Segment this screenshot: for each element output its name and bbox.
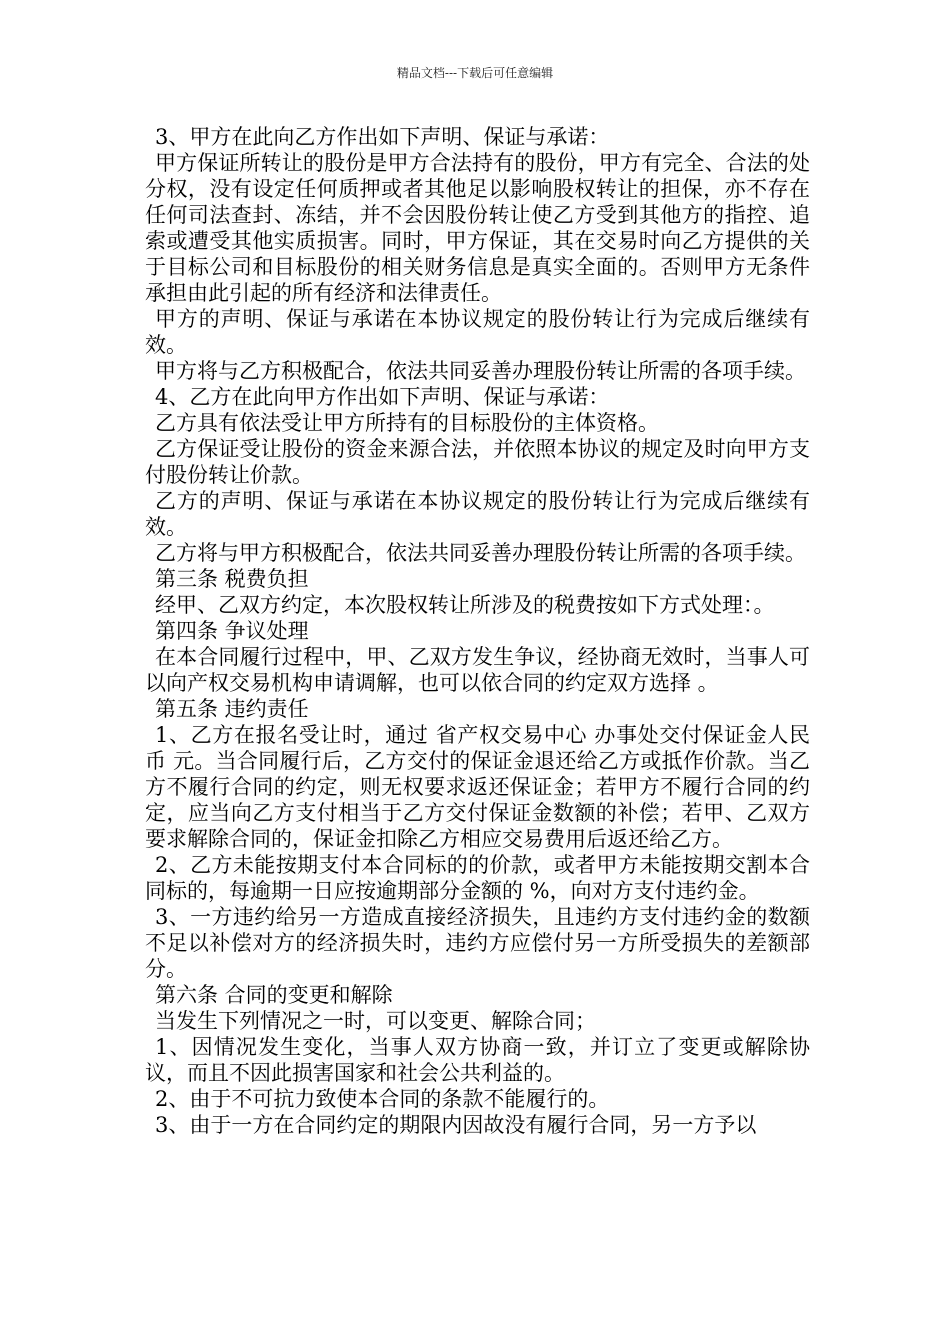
article-5-title: 第五条 违约责任 (155, 697, 309, 721)
clause-4-heading: 4、乙方在此向甲方作出如下声明、保证与承诺： (155, 385, 610, 409)
clause-3-heading: 3、甲方在此向乙方作出如下声明、保证与承诺： (155, 125, 610, 149)
article-4-title: 第四条 争议处理 (155, 619, 309, 643)
article-6-title: 第六条 合同的变更和解除 (155, 983, 393, 1007)
party-b-funds-paragraph: 乙方保证受让股份的资金来源合法，并依照本协议的规定及时向甲方支付股份转让价款。 (145, 437, 810, 487)
change-conditions-intro: 当发生下列情况之一时，可以变更、解除合同； (155, 1009, 596, 1033)
change-item-3: 3、由于一方在合同约定的期限内因故没有履行合同，另一方予以 (155, 1113, 757, 1137)
change-item-2: 2、由于不可抗力致使本合同的条款不能履行的。 (155, 1087, 610, 1111)
party-b-cooperation-paragraph: 乙方将与甲方积极配合，依法共同妥善办理股份转让所需的各项手续。 (155, 541, 806, 565)
party-b-validity-paragraph: 乙方的声明、保证与承诺在本协议规定的股份转让行为完成后继续有效。 (145, 489, 810, 539)
document-body (145, 124, 810, 1138)
breach-item-1: 1、乙方在报名受让时，通过 省产权交易中心 办事处交付保证金人民币 元。当合同履行后，乙方交付的保证金退还给乙方或抵作价款。当乙方不履行合同的约定，则无权要求返还保证金；若甲方不履行合同的约定，应当向乙方支付相当于乙方交付保证金数额的补偿；若甲、乙双方要求解除合同的，保证金扣除乙方相应交易费用后返还给乙方。 (145, 723, 810, 851)
dispute-paragraph: 在本合同履行过程中，甲、乙双方发生争议，经协商无效时，当事人可以向产权交易机构申请调解，也可以依合同的约定双方选择 。 (145, 645, 810, 695)
breach-item-2: 2、乙方未能按期支付本合同标的的价款，或者甲方未能按期交割本合同标的，每逾期一日应按逾期部分金额的 %，向对方支付违约金。 (145, 853, 810, 903)
tax-paragraph: 经甲、乙双方约定，本次股权转让所涉及的税费按如下方式处理：。 (155, 593, 775, 617)
breach-item-3: 3、一方违约给另一方造成直接经济损失，且违约方支付违约金的数额不足以补偿对方的经济损失时，违约方应偿付另一方所受损失的差额部分。 (145, 905, 810, 981)
page-header-note: 精品文档---下载后可任意编辑 (396, 66, 554, 80)
party-a-validity-paragraph: 甲方的声明、保证与承诺在本协议规定的股份转让行为完成后继续有效。 (145, 307, 810, 357)
party-a-cooperation-paragraph: 甲方将与乙方积极配合，依法共同妥善办理股份转让所需的各项手续。 (155, 359, 806, 383)
party-a-guarantee-paragraph: 甲方保证所转让的股份是甲方合法持有的股份，甲方有完全、合法的处分权，没有设定任何质押或者其他足以影响股权转让的担保，亦不存在任何司法查封、冻结，并不会因股份转让使乙方受到其他方的指控、追索或遭受其他实质损害。同时，甲方保证，其在交易时向乙方提供的关于目标公司和目标股份的相关财务信息是真实全面的。否则甲方无条件承担由此引起的所有经济和法律责任。 (145, 151, 810, 305)
change-item-1: 1、因情况发生变化，当事人双方协商一致，并订立了变更或解除协议，而且不因此损害国家和社会公共利益的。 (145, 1035, 810, 1085)
party-b-qualification-paragraph: 乙方具有依法受让甲方所持有的目标股份的主体资格。 (155, 411, 659, 435)
article-3-title: 第三条 税费负担 (155, 567, 309, 591)
